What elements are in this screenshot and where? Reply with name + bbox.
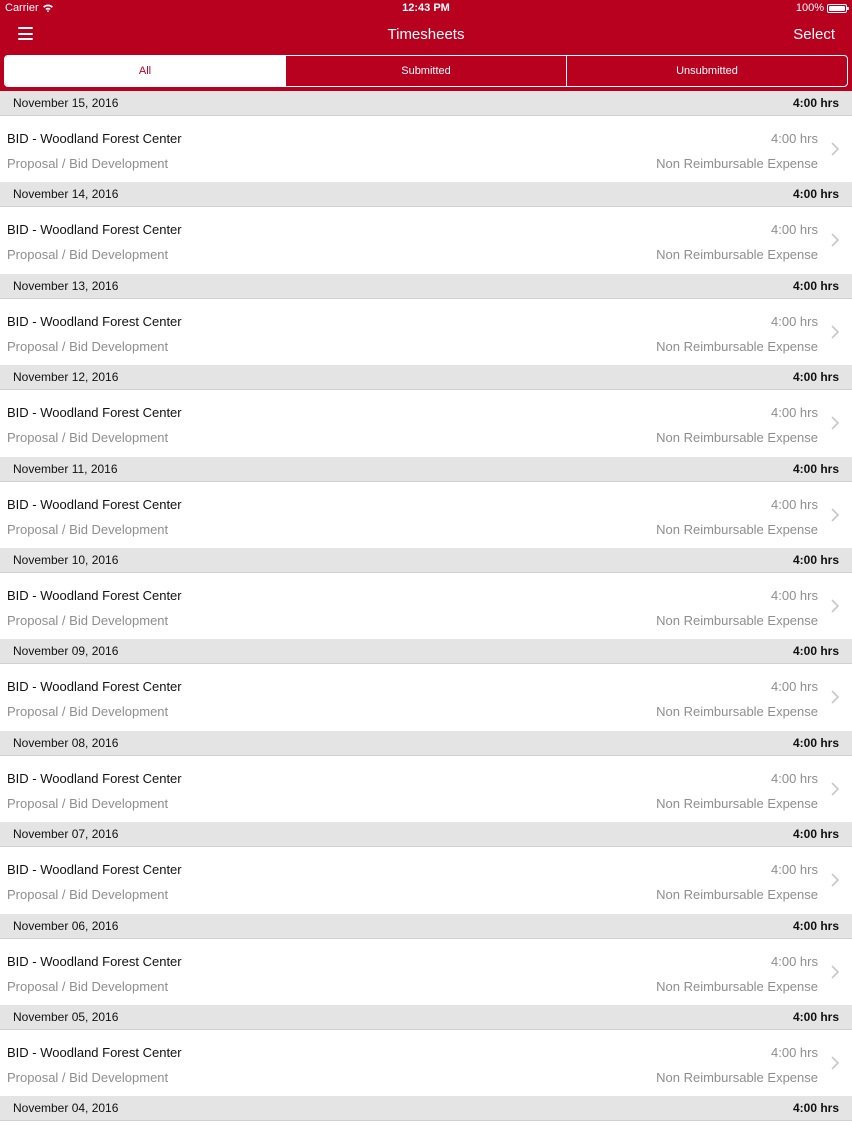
timesheet-entry-row[interactable] — [0, 1030, 852, 1096]
timesheet-entry-row[interactable] — [0, 299, 852, 365]
chevron-right-icon — [830, 508, 840, 522]
entry-expense-type: Non Reimbursable Expense — [656, 430, 818, 446]
section-header — [0, 914, 852, 939]
entry-project: BID - Woodland Forest Center — [7, 222, 182, 238]
chevron-right-icon — [830, 325, 840, 339]
chevron-right-icon — [830, 1056, 840, 1070]
entry-task: Proposal / Bid Development — [7, 521, 169, 537]
entry-task: Proposal / Bid Development — [7, 156, 169, 171]
entry-project: BID - Woodland Forest Center — [7, 679, 182, 695]
entry-task: Proposal / Bid Development — [7, 704, 169, 720]
section-total-hours: 4:00 hrs — [792, 278, 839, 293]
section-date: November 09, 2016 — [13, 644, 119, 659]
entry-hours: 4:00 hrs — [771, 587, 818, 603]
section-date: November 04, 2016 — [13, 1101, 119, 1116]
section-date: November 15, 2016 — [13, 96, 119, 110]
section-header — [0, 639, 852, 664]
section-total-hours: 4:00 hrs — [792, 1101, 839, 1116]
section-header — [0, 274, 852, 299]
carrier-label: Carrier — [5, 2, 39, 14]
chevron-right-icon — [830, 233, 840, 247]
entry-hours: 4:00 hrs — [771, 405, 818, 421]
entry-expense-type: Non Reimbursable Expense — [656, 156, 818, 171]
chevron-right-icon — [830, 965, 840, 979]
section-date: November 07, 2016 — [13, 827, 119, 842]
navigation-bar — [0, 17, 852, 54]
entry-hours: 4:00 hrs — [771, 770, 818, 786]
entry-project: BID - Woodland Forest Center — [7, 496, 182, 512]
entry-task: Proposal / Bid Development — [7, 795, 169, 811]
chevron-right-icon — [830, 142, 840, 156]
timesheet-entry-row[interactable] — [0, 390, 852, 456]
section-total-hours: 4:00 hrs — [792, 552, 839, 567]
entry-expense-type: Non Reimbursable Expense — [656, 795, 818, 811]
chevron-right-icon — [830, 690, 840, 704]
section-date: November 11, 2016 — [13, 461, 118, 476]
entry-expense-type: Non Reimbursable Expense — [656, 887, 818, 903]
entry-project: BID - Woodland Forest Center — [7, 313, 182, 329]
timesheet-entry-row[interactable] — [0, 939, 852, 1005]
chevron-right-icon — [830, 599, 840, 613]
chevron-right-icon — [830, 873, 840, 887]
section-date: November 08, 2016 — [13, 735, 119, 750]
tab-unsubmitted[interactable]: Unsubmitted — [676, 65, 738, 77]
entry-task: Proposal / Bid Development — [7, 430, 169, 446]
entry-hours: 4:00 hrs — [771, 131, 818, 146]
page-title: Timesheets — [387, 26, 465, 43]
section-total-hours: 4:00 hrs — [792, 735, 839, 750]
chevron-right-icon — [830, 782, 840, 796]
entry-expense-type: Non Reimbursable Expense — [656, 338, 818, 354]
section-total-hours: 4:00 hrs — [792, 644, 839, 659]
entry-project: BID - Woodland Forest Center — [7, 770, 182, 786]
section-total-hours: 4:00 hrs — [792, 461, 839, 476]
battery-icon — [827, 4, 847, 13]
entry-task: Proposal / Bid Development — [7, 612, 169, 628]
section-date: November 10, 2016 — [13, 552, 119, 567]
section-total-hours: 4:00 hrs — [792, 187, 839, 202]
entry-expense-type: Non Reimbursable Expense — [656, 247, 818, 263]
entry-project: BID - Woodland Forest Center — [7, 587, 182, 603]
filter-segmented-control — [4, 55, 848, 87]
entry-task: Proposal / Bid Development — [7, 338, 169, 354]
entry-task: Proposal / Bid Development — [7, 887, 169, 903]
entry-expense-type: Non Reimbursable Expense — [656, 521, 818, 537]
entry-project: BID - Woodland Forest Center — [7, 953, 182, 969]
tab-all[interactable]: All — [5, 56, 286, 86]
section-total-hours: 4:00 hrs — [792, 918, 839, 933]
section-date: November 05, 2016 — [13, 1009, 119, 1024]
section-header — [0, 1096, 852, 1121]
entry-project: BID - Woodland Forest Center — [7, 862, 182, 878]
section-header — [0, 731, 852, 756]
section-total-hours: 4:00 hrs — [792, 827, 839, 842]
section-header — [0, 548, 852, 573]
timesheet-entry-row[interactable] — [0, 116, 852, 182]
timesheet-entry-row[interactable] — [0, 664, 852, 730]
section-header — [0, 822, 852, 847]
entry-hours: 4:00 hrs — [771, 1044, 818, 1060]
entry-expense-type: Non Reimbursable Expense — [656, 1069, 818, 1085]
entry-expense-type: Non Reimbursable Expense — [656, 612, 818, 628]
status-bar — [0, 0, 852, 17]
section-header — [0, 91, 852, 116]
section-date: November 06, 2016 — [13, 918, 119, 933]
entry-task: Proposal / Bid Development — [7, 247, 169, 263]
timesheet-entry-row[interactable] — [0, 573, 852, 639]
section-total-hours: 4:00 hrs — [792, 370, 839, 385]
entry-hours: 4:00 hrs — [771, 862, 818, 878]
select-button[interactable]: Select — [793, 26, 835, 43]
entry-project: BID - Woodland Forest Center — [7, 1044, 182, 1060]
section-header — [0, 182, 852, 207]
entry-task: Proposal / Bid Development — [7, 1069, 169, 1085]
section-date: November 13, 2016 — [13, 278, 119, 293]
section-total-hours: 4:00 hrs — [792, 1009, 839, 1024]
entry-project: BID - Woodland Forest Center — [7, 131, 182, 146]
section-date: November 12, 2016 — [13, 370, 119, 385]
section-total-hours: 4:00 hrs — [792, 96, 839, 110]
tab-submitted[interactable]: Submitted — [286, 56, 567, 86]
section-header — [0, 365, 852, 390]
entry-expense-type: Non Reimbursable Expense — [656, 704, 818, 720]
entry-hours: 4:00 hrs — [771, 679, 818, 695]
entry-hours: 4:00 hrs — [771, 313, 818, 329]
timesheet-entry-row[interactable] — [0, 756, 852, 822]
timesheet-list — [0, 91, 852, 1121]
battery-percent: 100% — [795, 2, 824, 14]
timesheet-entry-row[interactable] — [0, 847, 852, 913]
battery-indicator — [796, 2, 847, 14]
entry-hours: 4:00 hrs — [771, 222, 818, 238]
timesheet-entry-row[interactable] — [0, 207, 852, 273]
header — [0, 0, 852, 91]
section-header — [0, 457, 852, 482]
timesheet-entry-row[interactable] — [0, 482, 852, 548]
entry-expense-type: Non Reimbursable Expense — [656, 978, 818, 994]
section-date: November 14, 2016 — [13, 187, 119, 202]
section-header — [0, 1005, 852, 1030]
entry-hours: 4:00 hrs — [771, 496, 818, 512]
status-time: 12:43 PM — [402, 2, 450, 14]
entry-project: BID - Woodland Forest Center — [7, 405, 182, 421]
entry-task: Proposal / Bid Development — [7, 978, 169, 994]
chevron-right-icon — [830, 416, 840, 430]
entry-hours: 4:00 hrs — [771, 953, 818, 969]
